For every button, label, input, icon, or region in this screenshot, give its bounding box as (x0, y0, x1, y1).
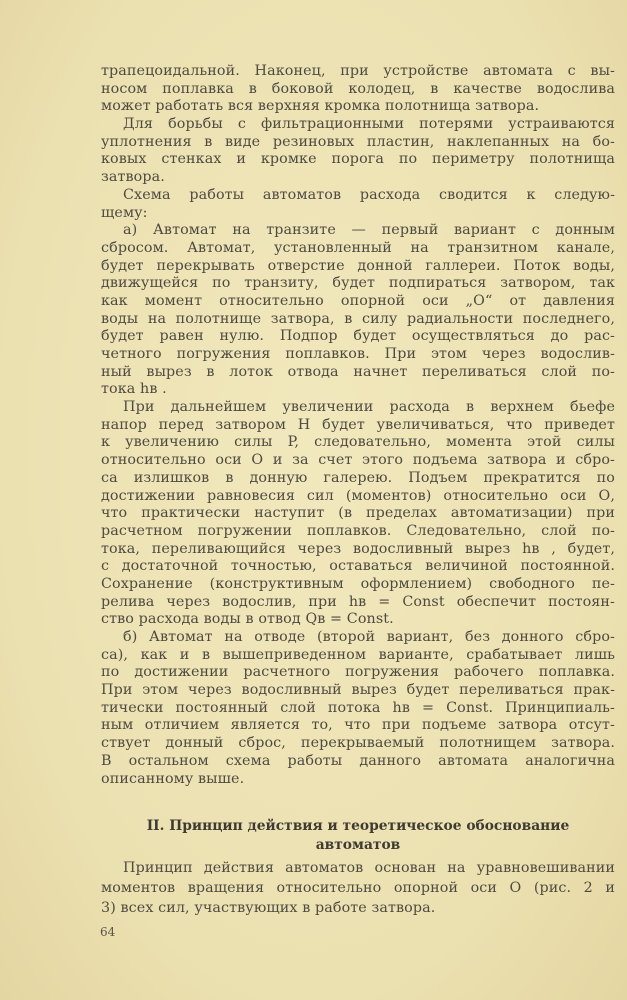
text-line: что практически наступит (в пределах автоматизации) при (101, 505, 615, 522)
text-line: будет перекрывать отверстие донной галлереи. Поток воды, (101, 257, 615, 274)
text-line: са излишков в донную галерею. Подъем прекратится по (101, 469, 615, 486)
text-line: описанному выше. (101, 770, 245, 787)
section-intro-text (101, 858, 615, 918)
text-line: Схема работы автоматов расхода сводится к следую- (123, 186, 615, 203)
paragraph (101, 629, 615, 788)
text-line: При дальнейшем увеличении расхода в верхнем бьефе (123, 399, 615, 416)
text-line: тически постоянный слой потока hв = Const. Принципиаль- (101, 699, 615, 716)
text-line: воды на полотнище затвора, в силу радиальности последнего, (101, 310, 615, 327)
text-line: моментов вращения относительно опорной оси О (рис. 2 и (101, 880, 615, 896)
text-line: В остальном схема работы данного автомата аналогична (101, 752, 615, 769)
section-heading-line-2: автоматов (315, 837, 401, 853)
text-line: сбросом. Автомат, установленный на транзитном канале, (101, 239, 615, 256)
text-line: тока, переливающийся через водосливный вырез hв , будет, (101, 540, 615, 557)
paragraph (101, 858, 615, 918)
text-line: движущейся по транзиту, будет подпираться затвором, так (101, 275, 615, 292)
text-line: носом поплавка в боковой колодец, в качестве водослива (101, 80, 615, 97)
text-line: а) Автомат на транзите — первый вариант с донным (123, 222, 615, 239)
text-line: будет равен нулю. Подпор будет осуществляться до рас- (101, 328, 615, 345)
text-line: релива через водослив, при hв = Const обеспечит постоян- (101, 593, 615, 610)
text-line: При этом через водосливный вырез будет переливаться прак- (101, 682, 615, 699)
paragraph (101, 63, 615, 116)
paragraph (101, 399, 615, 629)
text-line: трапецоидальной. Наконец, при устройстве автомата с вы- (101, 63, 615, 79)
text-line: четного погружения поплавков. При этом через водослив- (101, 346, 615, 362)
text-line: ство расхода воды в отвод Qв = Const. (101, 611, 394, 628)
body-text (101, 63, 615, 788)
text-line: Для борьбы с фильтрационными потерями устраиваются (123, 116, 615, 133)
text-line: 3) всех сил, участвующих в работе затвора. (101, 900, 436, 916)
text-line: ствует донный сброс, перекрываемый полотнищем затвора. (101, 735, 615, 752)
text-line: тока hв . (101, 381, 167, 398)
text-line: б) Автомат на отводе (второй вариант, без донного сбро- (123, 629, 615, 645)
text-line: щему: (101, 204, 148, 221)
text-line: к увеличению силы P, следовательно, момента этой силы (101, 434, 615, 451)
section-heading-line-1: II. Принцип действия и теоретическое обоснование (146, 818, 570, 834)
text-line: са), как и в вышеприведенном варианте, срабатывает лишь (101, 646, 615, 663)
text-line: ный вырез в лоток отвода начнет переливаться слой по- (101, 363, 615, 380)
paragraph (101, 222, 615, 399)
text-line: достижении равновесия сил (моментов) относительно оси О, (101, 487, 615, 504)
text-line: как момент относительно опорной оси „О“ от давления (101, 292, 615, 309)
page-number: 64 (100, 925, 116, 939)
text-line: Принцип действия автоматов основан на уравновешивании (123, 860, 615, 876)
text-line: относительно оси О и за счет этого подъема затвора и сбро- (101, 452, 615, 469)
text-line: по достижении расчетного погружения рабочего поплавка. (101, 664, 615, 681)
text-line: напор перед затвором H будет увеличиваться, что приведет (101, 416, 615, 433)
text-line: Сохранение (конструктивным оформлением) свободного пе- (101, 575, 615, 592)
text-line: ковых стенках и кромке порога по периметру полотнища (101, 151, 615, 168)
text-line: затвора. (101, 169, 165, 186)
paragraph (101, 116, 615, 187)
text-line: ным отличием является то, что при подъеме затвора отсут- (101, 717, 615, 734)
text-line: уплотнения в виде резиновых пластин, наклепанных на бо- (101, 133, 615, 150)
text-line: с достаточной точностью, оставаться величиной постоянной. (101, 558, 615, 575)
paragraph (101, 187, 615, 222)
section-heading (101, 817, 615, 855)
text-line: может работать вся верхняя кромка полотнища затвора. (101, 98, 540, 115)
text-line: расчетном погружении поплавков. Следовательно, слой по- (101, 522, 615, 539)
